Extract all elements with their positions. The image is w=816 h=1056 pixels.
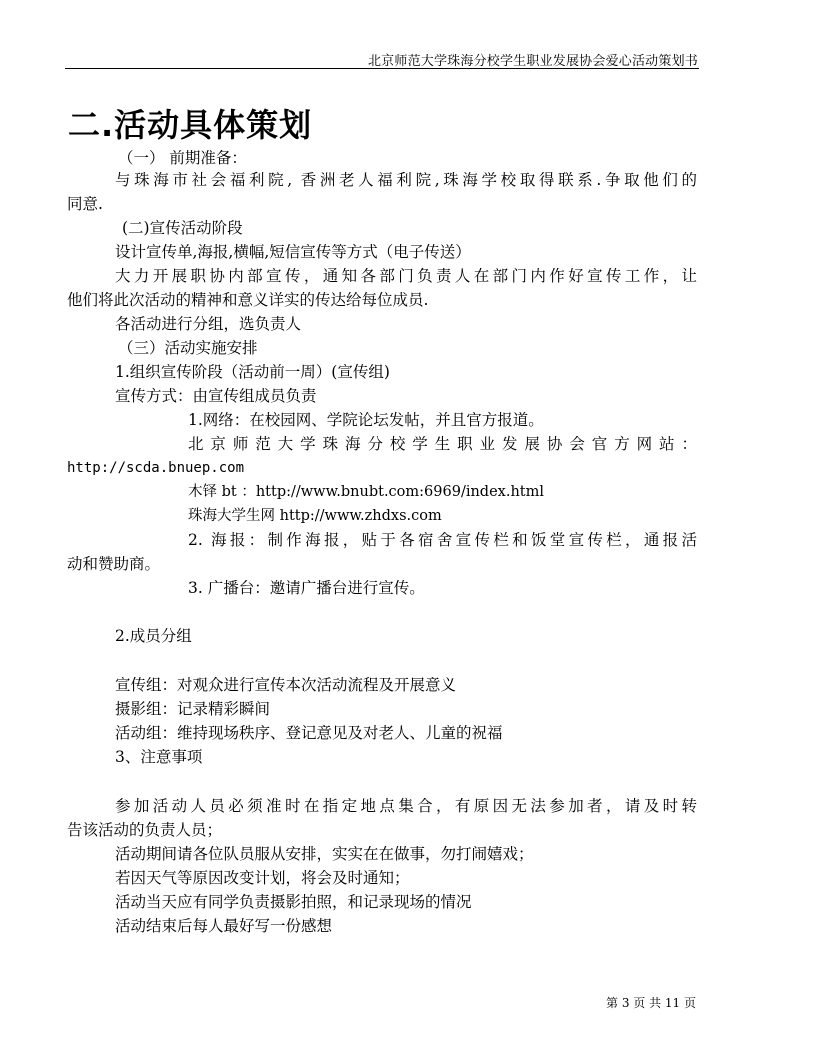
paragraph-line: 活动当天应有同学负责摄影拍照，和记录现场的情况 bbox=[115, 893, 472, 911]
paragraph-line: 动和赞助商。 bbox=[67, 555, 161, 573]
paragraph-line: 宣传组：对观众进行宣传本次活动流程及开展意义 bbox=[115, 676, 457, 694]
subheading-promotion: (二)宣传活动阶段 bbox=[122, 219, 243, 237]
paragraph-line: 设计宣传单,海报,横幅,短信宣传等方式（电子传送） bbox=[115, 243, 471, 261]
paragraph-line: 各活动进行分组，选负责人 bbox=[115, 315, 302, 333]
subheading-notes: 3、注意事项 bbox=[115, 748, 203, 766]
paragraph-line: 3. 广播台：邀请广播台进行宣传。 bbox=[188, 579, 425, 597]
paragraph-line: 告该活动的负责人员； bbox=[67, 821, 223, 839]
paragraph-line: 活动结束后每人最好写一份感想 bbox=[115, 917, 333, 935]
paragraph-line: 他们将此次活动的精神和意义详实的传达给每位成员. bbox=[67, 291, 429, 309]
paragraph-line: 北京师范大学珠海分校学生职业发展协会官方网站： bbox=[188, 435, 697, 453]
paragraph-line: 宣传方式：由宣传组成员负责 bbox=[115, 387, 317, 405]
paragraph-line: 与珠海市社会福利院, 香洲老人福利院,珠海学校取得联系.争取他们的 bbox=[115, 171, 697, 189]
paragraph-line: 活动组：维持现场秩序、登记意见及对老人、儿童的祝福 bbox=[115, 724, 503, 742]
subheading-implementation: （三）活动实施安排 bbox=[118, 339, 258, 357]
page-number: 第 3 页 共 11 页 bbox=[606, 996, 696, 1010]
subheading-groups: 2.成员分组 bbox=[115, 627, 192, 645]
paragraph-line: 活动期间请各位队员服从安排，实实在在做事，勿打闹嬉戏； bbox=[115, 845, 534, 863]
website-url-scda[interactable]: http://scda.bnuep.com bbox=[67, 460, 245, 476]
paragraph-line: 摄影组：记录精彩瞬间 bbox=[115, 700, 271, 718]
paragraph-line: 1.网络：在校园网、学院论坛发帖，并且官方报道。 bbox=[188, 411, 544, 429]
paragraph-line: 若因天气等原因改变计划，将会及时通知； bbox=[115, 869, 410, 887]
page-header: 北京师范大学珠海分校学生职业发展协会爱心活动策划书 bbox=[367, 54, 698, 69]
paragraph-line: 同意. bbox=[67, 195, 103, 213]
paragraph-line: 大力开展职协内部宣传，通知各部门负责人在部门内作好宣传工作，让 bbox=[115, 267, 697, 285]
section-title: 二.活动具体策划 bbox=[68, 106, 313, 144]
website-url-bnubt[interactable]: 木铎 bt ：http://www.bnubt.com:6969/index.html bbox=[188, 484, 545, 500]
subheading-preparation: （一） 前期准备： bbox=[118, 149, 247, 167]
paragraph-line: 2. 海报：制作海报，贴于各宿舍宣传栏和饭堂宣传栏，通报活 bbox=[188, 531, 697, 549]
header-divider bbox=[65, 68, 699, 69]
website-url-zhdxs[interactable]: 珠海大学生网 http://www.zhdxs.com bbox=[188, 508, 442, 524]
paragraph-line: 参加活动人员必须准时在指定地点集合，有原因无法参加者，请及时转 bbox=[115, 797, 697, 815]
paragraph-line: 1.组织宣传阶段（活动前一周）(宣传组) bbox=[115, 363, 390, 381]
